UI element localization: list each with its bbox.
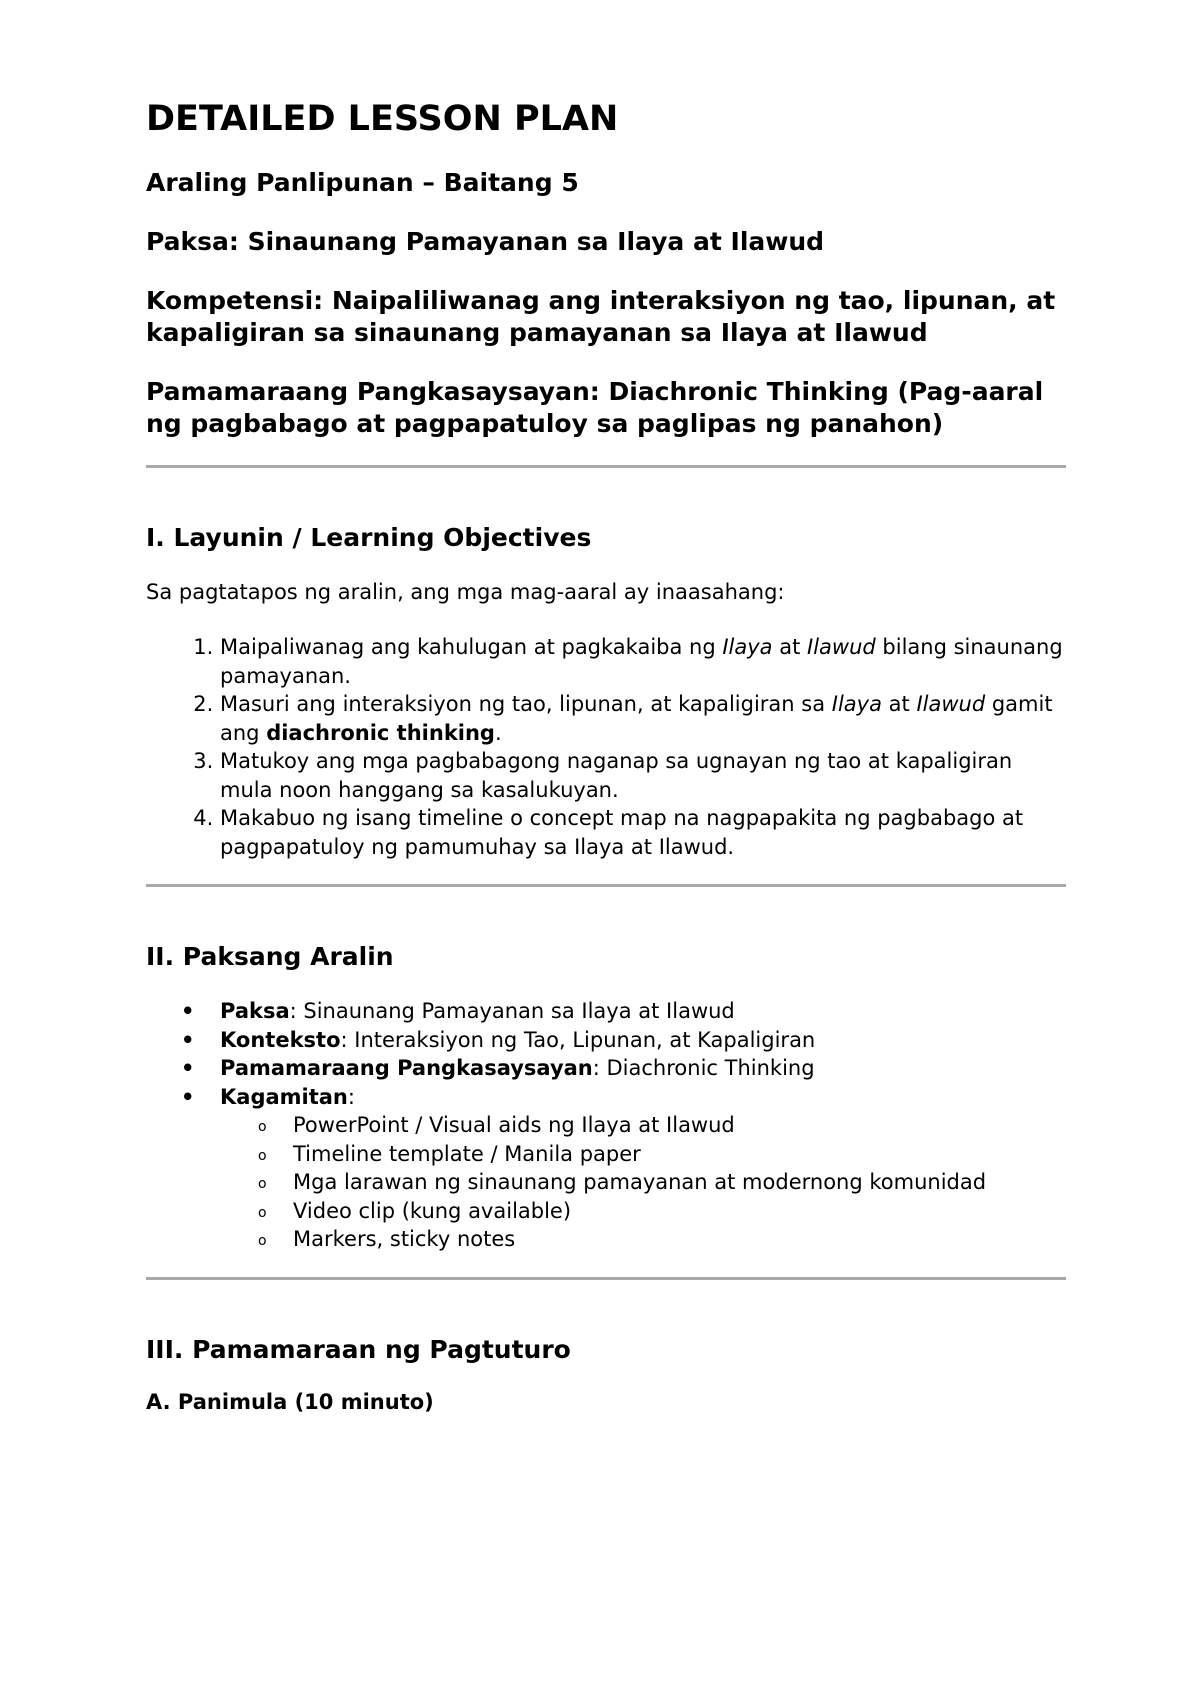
list-item: • Kagamitan: o PowerPoint / Visual aids ng Ilaya at Ilawud o Timeline template / Manila paper o Mga larawan ng sinaunang pamayanan at modernong komunidad o Video clip (kung available) o Markers, sticky notes	[220, 1083, 1066, 1254]
list-item: • Konteksto: Interaksiyon ng Tao, Lipunan, at Kapaligiran	[220, 1026, 1066, 1055]
section-heading-objectives: I. Layunin / Learning Objectives	[146, 523, 592, 552]
topic-details-list	[146, 997, 1066, 1254]
list-item: o Mga larawan ng sinaunang pamayanan at modernong komunidad	[293, 1168, 1066, 1197]
list-item: 2. Masuri ang interaksiyon ng tao, lipunan, at kapaligiran sa Ilaya at Ilawud gamit ang diachronic thinking.	[220, 690, 1066, 747]
list-item: o Timeline template / Manila paper	[293, 1140, 1066, 1169]
topic-line: Paksa: Sinaunang Pamayanan sa Ilaya at Ilawud	[146, 227, 825, 256]
list-item: • Paksa: Sinaunang Pamayanan sa Ilaya at Ilawud	[220, 997, 1066, 1026]
list-item: • Pamamaraang Pangkasaysayan: Diachronic Thinking	[220, 1054, 1066, 1083]
divider	[146, 884, 1066, 887]
objectives-list	[146, 633, 1066, 861]
list-item: 1. Maipaliwanag ang kahulugan at pagkakaiba ng Ilaya at Ilawud bilang sinaunang pamayanan.	[220, 633, 1066, 690]
list-item: o PowerPoint / Visual aids ng Ilaya at Ilawud	[293, 1111, 1066, 1140]
list-item: o Markers, sticky notes	[293, 1225, 1066, 1254]
divider	[146, 465, 1066, 468]
list-item: o Video clip (kung available)	[293, 1197, 1066, 1226]
section-heading-pamamaraan: III. Pamamaraan ng Pagtuturo	[146, 1334, 571, 1364]
section-heading-paksang-aralin: II. Paksang Aralin	[146, 942, 394, 971]
competency-line: Kompetensi: Naipaliliwanag ang interaksiyon ng tao, lipunan, at kapaligiran sa sinaunang pamayanan sa Ilaya at Ilawud	[146, 286, 1056, 347]
divider	[146, 1277, 1066, 1280]
document-page	[146, 98, 1066, 1416]
subsection-heading-panimula: A. Panimula (10 minuto)	[146, 1389, 434, 1414]
materials-list	[146, 1111, 1066, 1254]
objectives-intro: Sa pagtatapos ng aralin, ang mga mag-aaral ay inaasahang:	[146, 580, 785, 604]
list-item: 3. Matukoy ang mga pagbabagong naganap sa ugnayan ng tao at kapaligiran mula noon hanggang sa kasalukuyan.	[220, 747, 1066, 804]
method-line: Pamamaraang Pangkasaysayan: Diachronic Thinking (Pag-aaral ng pagbabago at pagpapatuloy sa paglipas ng panahon)	[146, 377, 1044, 438]
document-title: DETAILED LESSON PLAN	[146, 99, 619, 139]
list-item: 4. Makabuo ng isang timeline o concept map na nagpapakita ng pagbabago at pagpapatuloy ng pamumuhay sa Ilaya at Ilawud.	[220, 804, 1066, 861]
subject-line: Araling Panlipunan – Baitang 5	[146, 168, 579, 197]
